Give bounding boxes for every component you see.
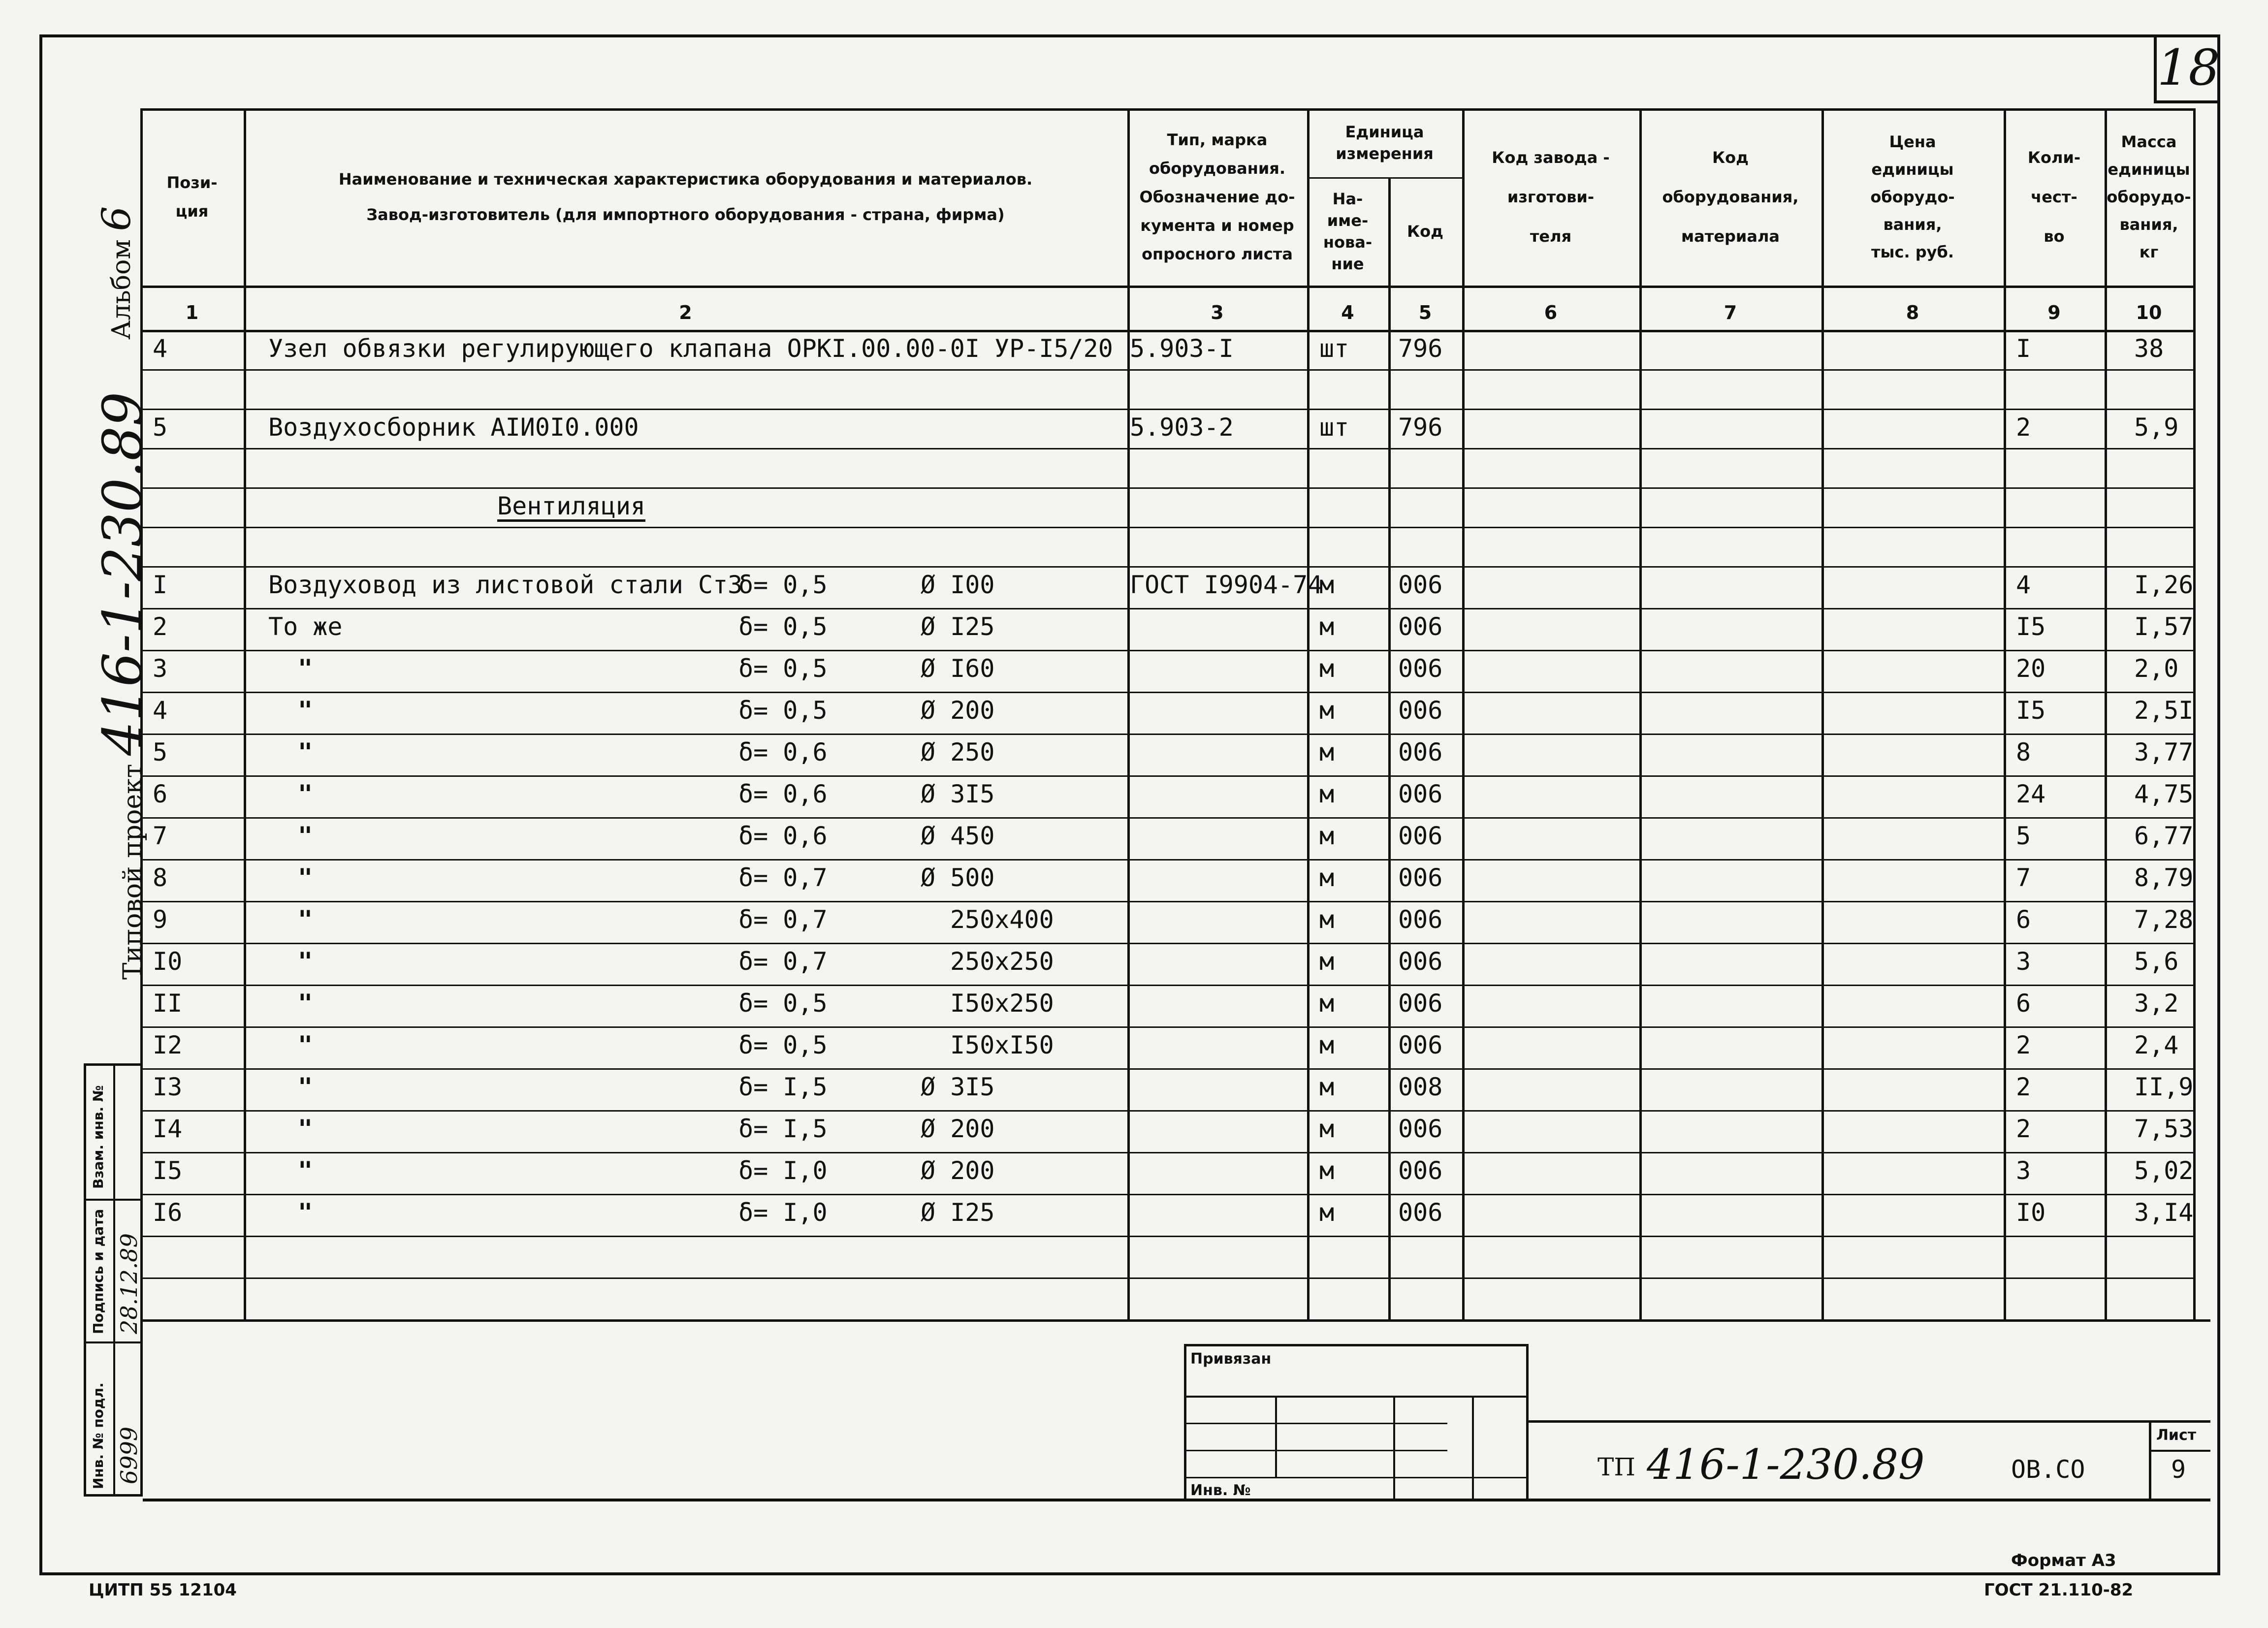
row-position: I2 — [153, 1031, 183, 1059]
row-position: 6 — [153, 780, 168, 808]
row-unit: м — [1319, 905, 1335, 934]
row-diameter: Ø 200 — [921, 696, 995, 725]
row-name-ditto: " — [298, 863, 313, 892]
header-bottom-line — [140, 286, 2193, 288]
column-number: 4 — [1341, 302, 1354, 323]
row-diameter: Ø I25 — [921, 612, 995, 641]
sign-date-value: 28.12.89 — [116, 1233, 142, 1334]
column-line — [244, 108, 246, 1319]
row-mass: 2,4 — [2134, 1031, 2179, 1059]
list-number: 9 — [2171, 1455, 2186, 1484]
row-line — [140, 487, 2193, 489]
row-line — [140, 608, 2193, 609]
row-quantity: 2 — [2016, 1115, 2031, 1143]
row-quantity: 8 — [2016, 738, 2031, 766]
row-unit-code: 006 — [1398, 738, 1443, 766]
column-number: 9 — [2047, 302, 2061, 323]
row-line — [140, 650, 2193, 651]
row-mass: 2,5I — [2134, 696, 2194, 725]
inv-podl-label: Инв. № подл. — [90, 1382, 106, 1489]
row-line — [140, 692, 2193, 693]
project-label: Типовой проект 416-1-230.89 — [91, 391, 154, 980]
header-unit-group: Единица измерения — [1336, 123, 1434, 163]
row-unit-code: 006 — [1398, 947, 1443, 976]
row-position: 4 — [153, 696, 168, 725]
row-unit-code: 006 — [1398, 654, 1443, 683]
row-diameter: Ø 250 — [921, 738, 995, 766]
row-size: I50xI50 — [950, 1031, 1054, 1059]
row-unit: м — [1319, 947, 1335, 976]
row-unit-code: 796 — [1398, 334, 1443, 363]
row-line — [140, 985, 2193, 986]
column-number: 5 — [1418, 302, 1432, 323]
row-name-ditto: " — [298, 905, 313, 934]
row-quantity: 24 — [2016, 780, 2046, 808]
header-quantity: Коли- чест- во — [2027, 148, 2081, 246]
tp-prefix: ТП — [1597, 1453, 1635, 1481]
row-diameter: Ø I00 — [921, 571, 995, 599]
row-unit: м — [1319, 989, 1335, 1018]
row-mass: 6,77 — [2134, 822, 2194, 850]
row-position: 2 — [153, 612, 168, 641]
row-unit-code: 006 — [1398, 1156, 1443, 1185]
row-mass: I,26 — [2134, 571, 2194, 599]
row-name-ditto: " — [298, 989, 313, 1018]
row-position: I6 — [153, 1198, 183, 1227]
row-thickness: δ= 0,5 — [738, 989, 828, 1018]
row-unit-code: 006 — [1398, 612, 1443, 641]
tp-number: 416-1-230.89 — [1647, 1440, 1925, 1489]
row-position: 4 — [153, 334, 168, 363]
row-unit-code: 008 — [1398, 1073, 1443, 1101]
row-unit-code: 006 — [1398, 905, 1443, 934]
row-line — [140, 1277, 2193, 1279]
column-line — [1127, 108, 1130, 1319]
vzam-label: Взам. инв. № — [90, 1085, 106, 1189]
row-position: 8 — [153, 863, 168, 892]
album-label: Альбом 6 — [94, 206, 139, 340]
row-quantity: I5 — [2016, 612, 2046, 641]
header-name: Наименование и техническая характеристика оборудования и материалов. Завод-изготовитель (для импортного оборудования - страна, фирма) — [338, 170, 1033, 224]
column-number: 6 — [1544, 302, 1558, 323]
row-thickness: δ= 0,6 — [738, 822, 828, 850]
row-quantity: 3 — [2016, 947, 2031, 976]
row-thickness: δ= 0,5 — [738, 1031, 828, 1059]
row-name-ditto: " — [298, 1031, 313, 1059]
row-position: I — [153, 571, 168, 599]
row-thickness: δ= I,5 — [738, 1115, 828, 1143]
row-thickness: δ= I,0 — [738, 1198, 828, 1227]
row-mass: 5,02 — [2134, 1156, 2194, 1185]
column-number: 10 — [2136, 302, 2162, 323]
row-mass: 3,77 — [2134, 738, 2194, 766]
row-position: I0 — [153, 947, 183, 976]
row-unit: м — [1319, 654, 1335, 683]
row-position: 5 — [153, 413, 168, 442]
column-line — [1639, 108, 1642, 1319]
row-line — [140, 859, 2193, 861]
row-thickness: δ= 0,7 — [738, 905, 828, 934]
row-quantity: 5 — [2016, 822, 2031, 850]
row-mass: 7,53 — [2134, 1115, 2194, 1143]
row-position: II — [153, 989, 183, 1018]
row-quantity: 2 — [2016, 1073, 2031, 1101]
header-unit-code: Код — [1407, 222, 1443, 241]
row-unit: м — [1319, 863, 1335, 892]
row-diameter: Ø 3I5 — [921, 780, 995, 808]
row-diameter: Ø 3I5 — [921, 1073, 995, 1101]
header-equipment-code: Код оборудования, материала — [1662, 148, 1799, 246]
row-name: Воздухосборник АIИ0I0.000 — [268, 413, 639, 442]
row-unit-code: 006 — [1398, 780, 1443, 808]
header-position: Пози- ция — [166, 173, 218, 221]
row-quantity: I5 — [2016, 696, 2046, 725]
row-line — [140, 1026, 2193, 1028]
row-quantity: 2 — [2016, 413, 2031, 442]
row-line — [140, 1110, 2193, 1112]
row-name: Воздуховод из листовой стали Ст3 — [268, 571, 743, 599]
row-name-ditto: " — [298, 780, 313, 808]
column-number: 2 — [679, 302, 692, 323]
number-row-line — [140, 330, 2193, 332]
row-line — [140, 734, 2193, 735]
row-thickness: δ= 0,5 — [738, 612, 828, 641]
row-quantity: 3 — [2016, 1156, 2031, 1185]
row-position: 3 — [153, 654, 168, 683]
row-unit: шт — [1319, 334, 1349, 363]
header-mass: Масса единицы оборудо- вания, кг — [2107, 132, 2191, 261]
row-position: 9 — [153, 905, 168, 934]
footer-format: Формат А3 — [2011, 1551, 2116, 1570]
row-unit-code: 006 — [1398, 696, 1443, 725]
row-line — [140, 901, 2193, 902]
row-line — [140, 817, 2193, 819]
inv-podl-value: 6999 — [116, 1426, 142, 1484]
row-type: ГОСТ I9904-74 — [1130, 571, 1323, 599]
row-diameter: Ø 200 — [921, 1115, 995, 1143]
row-name-ditto: " — [298, 822, 313, 850]
row-quantity: 4 — [2016, 571, 2031, 599]
row-position: I3 — [153, 1073, 183, 1101]
row-diameter: Ø 200 — [921, 1156, 995, 1185]
row-name-ditto: " — [298, 1073, 313, 1101]
row-line — [140, 409, 2193, 410]
row-mass: 3,I4 — [2134, 1198, 2194, 1227]
row-line — [140, 1068, 2193, 1070]
row-unit: м — [1319, 612, 1335, 641]
row-line — [140, 527, 2193, 528]
header-price: Цена единицы оборудо- вания, тыс. руб. — [1870, 132, 1955, 261]
row-name-ditto: " — [298, 1198, 313, 1227]
header-factory-code: Код завода - изготови- теля — [1492, 148, 1610, 246]
row-line — [140, 1194, 2193, 1195]
footer-left: ЦИТП 55 12104 — [89, 1580, 237, 1600]
row-thickness: δ= I,0 — [738, 1156, 828, 1185]
section-title: Вентиляция — [497, 492, 646, 520]
row-unit: м — [1319, 571, 1335, 599]
row-position: 5 — [153, 738, 168, 766]
row-size: I50x250 — [950, 989, 1054, 1018]
row-quantity: I — [2016, 334, 2031, 363]
row-line — [140, 369, 2193, 371]
row-unit-code: 006 — [1398, 863, 1443, 892]
row-mass: 4,75 — [2134, 780, 2194, 808]
sheet-corner-number: 18 — [2154, 34, 2220, 103]
column-line — [1307, 108, 1310, 1319]
row-thickness: δ= 0,5 — [738, 696, 828, 725]
row-quantity: I0 — [2016, 1198, 2046, 1227]
row-unit-code: 006 — [1398, 1198, 1443, 1227]
row-line — [140, 943, 2193, 944]
row-mass: 7,28 — [2134, 905, 2194, 934]
column-line — [2004, 108, 2006, 1319]
header-unit-name: На- име- нова- ние — [1323, 190, 1373, 273]
row-unit: м — [1319, 780, 1335, 808]
row-unit: м — [1319, 1031, 1335, 1059]
row-size: 250x250 — [950, 947, 1054, 976]
left-stamp — [84, 1063, 143, 1497]
row-unit: м — [1319, 696, 1335, 725]
column-number: 8 — [1906, 302, 1919, 323]
row-quantity: 20 — [2016, 654, 2046, 683]
row-quantity: 6 — [2016, 905, 2031, 934]
row-unit: м — [1319, 1115, 1335, 1143]
column-line — [1462, 108, 1465, 1319]
row-position: 7 — [153, 822, 168, 850]
row-quantity: 7 — [2016, 863, 2031, 892]
row-unit-code: 006 — [1398, 1115, 1443, 1143]
column-number: 3 — [1211, 302, 1224, 323]
row-mass: 8,79 — [2134, 863, 2194, 892]
row-unit: м — [1319, 1198, 1335, 1227]
row-thickness: δ= 0,7 — [738, 863, 828, 892]
row-unit-code: 796 — [1398, 413, 1443, 442]
row-mass: 38 — [2134, 334, 2164, 363]
row-line — [140, 566, 2193, 568]
row-line — [140, 448, 2193, 449]
header-type: Тип, марка оборудования. Обозначение до- кумента и номер опросного листа — [1139, 130, 1295, 263]
column-number: 1 — [185, 302, 199, 323]
row-thickness: δ= 0,6 — [738, 780, 828, 808]
row-unit-code: 006 — [1398, 571, 1443, 599]
row-thickness: δ= 0,5 — [738, 654, 828, 683]
row-size: 250x400 — [950, 905, 1054, 934]
row-unit: м — [1319, 738, 1335, 766]
row-mass: 2,0 — [2134, 654, 2179, 683]
row-name-ditto: " — [298, 738, 313, 766]
row-diameter: Ø I25 — [921, 1198, 995, 1227]
row-line — [140, 775, 2193, 777]
row-thickness: δ= 0,5 — [738, 571, 828, 599]
row-name: То же — [268, 612, 343, 641]
column-line — [2105, 108, 2107, 1319]
row-position: I5 — [153, 1156, 183, 1185]
row-unit: м — [1319, 1156, 1335, 1185]
row-unit: м — [1319, 822, 1335, 850]
row-name-ditto: " — [298, 1156, 313, 1185]
row-line — [140, 1152, 2193, 1153]
row-type: 5.903-2 — [1130, 413, 1234, 442]
row-quantity: 2 — [2016, 1031, 2031, 1059]
privyazan-box: Привязан Инв. № — [1184, 1344, 1529, 1501]
doc-stamp — [1529, 1420, 2210, 1501]
row-name: Узел обвязки регулирующего клапана ОРКI.00.00-0I УР-I5/20 — [268, 334, 1113, 363]
row-unit: шт — [1319, 413, 1349, 442]
row-thickness: δ= 0,6 — [738, 738, 828, 766]
inv-no-label: Инв. № — [1190, 1482, 1251, 1499]
column-line — [1388, 177, 1391, 1319]
list-label: Лист — [2156, 1427, 2197, 1444]
row-diameter: Ø 450 — [921, 822, 995, 850]
row-name-ditto: " — [298, 1115, 313, 1143]
row-unit-code: 006 — [1398, 1031, 1443, 1059]
column-line — [2193, 108, 2196, 1319]
row-mass: II,9 — [2134, 1073, 2194, 1101]
row-name-ditto: " — [298, 947, 313, 976]
row-thickness: δ= 0,7 — [738, 947, 828, 976]
column-number: 7 — [1724, 302, 1737, 323]
row-diameter: Ø I60 — [921, 654, 995, 683]
row-unit-code: 006 — [1398, 989, 1443, 1018]
row-unit: м — [1319, 1073, 1335, 1101]
row-mass: I,57 — [2134, 612, 2194, 641]
row-type: 5.903-I — [1130, 334, 1234, 363]
column-line — [1821, 108, 1824, 1319]
row-mass: 5,9 — [2134, 413, 2179, 442]
row-name-ditto: " — [298, 696, 313, 725]
row-line — [140, 1236, 2193, 1237]
row-unit-code: 006 — [1398, 822, 1443, 850]
row-mass: 5,6 — [2134, 947, 2179, 976]
sign-date-label: Подпись и дата — [90, 1209, 106, 1334]
row-thickness: δ= I,5 — [738, 1073, 828, 1101]
footer-gost: ГОСТ 21.110-82 — [1984, 1580, 2134, 1600]
row-diameter: Ø 500 — [921, 863, 995, 892]
row-quantity: 6 — [2016, 989, 2031, 1018]
doc-code: ОВ.СО — [2011, 1455, 2085, 1484]
row-mass: 3,2 — [2134, 989, 2179, 1018]
row-name-ditto: " — [298, 654, 313, 683]
row-position: I4 — [153, 1115, 183, 1143]
